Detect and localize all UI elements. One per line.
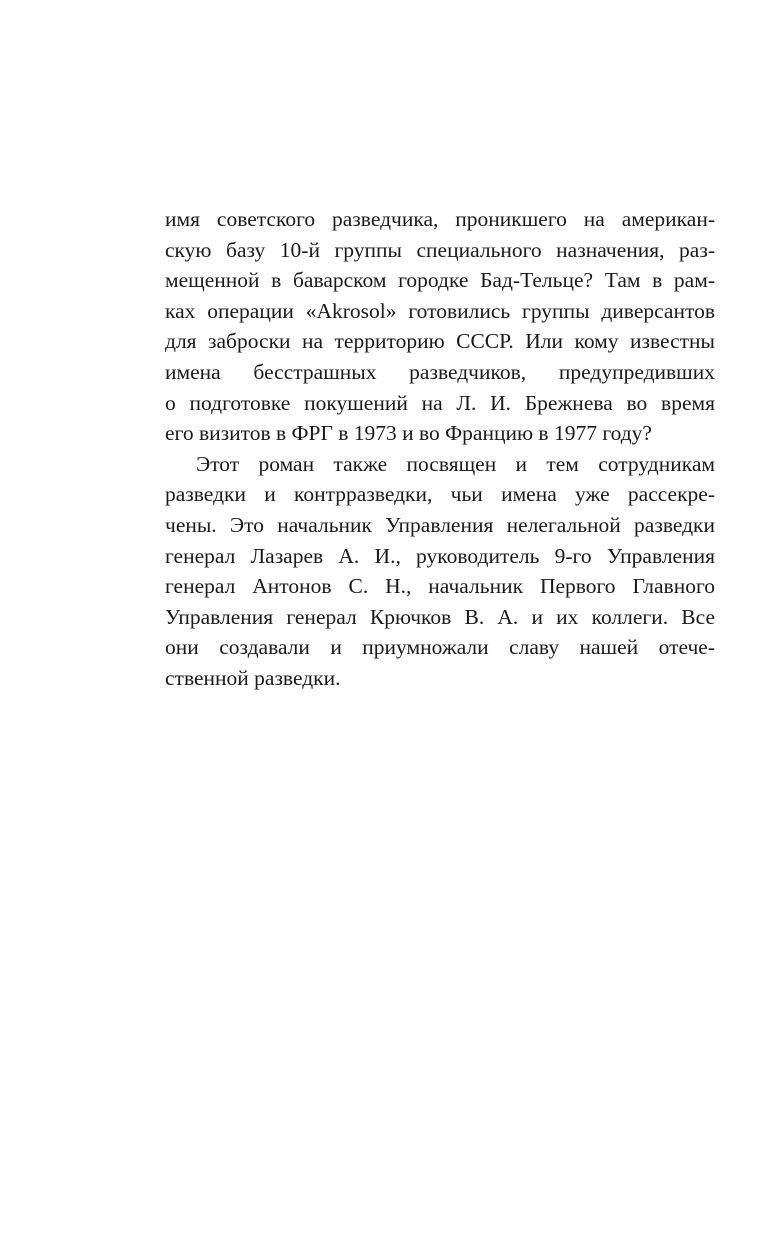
text-line: скую базу 10-й группы специального назначения, раз- (165, 237, 715, 262)
text-line: ственной разведки. (165, 665, 341, 690)
text-line: разведки и контрразведки, чьи имена уже рассекре- (165, 482, 715, 507)
text-line: о подготовке покушений на Л. И. Брежнева во время (165, 390, 715, 415)
text-line: они создавали и приумножали славу нашей отече- (165, 635, 715, 660)
paragraph-1 (165, 204, 715, 449)
text-line: ках операции «Akrosol» готовились группы диверсантов (165, 298, 715, 323)
text-line: имена бесстрашных разведчиков, предупредивших (165, 359, 715, 384)
text-line: генерал Лазарев А. И., руководитель 9-го Управления (165, 543, 715, 568)
paragraph-2 (165, 449, 715, 694)
text-line: Управления генерал Крючков В. А. и их коллеги. Все (165, 604, 715, 629)
text-line: мещенной в баварском городке Бад-Тельце? Там в рам- (165, 268, 715, 293)
text-line: для заброски на территорию СССР. Или кому известны (165, 329, 715, 354)
text-line: имя советского разведчика, проникшего на американ- (165, 207, 715, 231)
text-line: генерал Антонов С. Н., начальник Первого Главного (165, 574, 715, 599)
body-text (165, 204, 715, 694)
text-line: его визитов в ФРГ в 1973 и во Францию в 1977 году? (165, 421, 652, 446)
text-line: Этот роман также посвящен и тем сотрудникам (196, 451, 715, 476)
text-line: чены. Это начальник Управления нелегальной разведки (165, 512, 715, 537)
